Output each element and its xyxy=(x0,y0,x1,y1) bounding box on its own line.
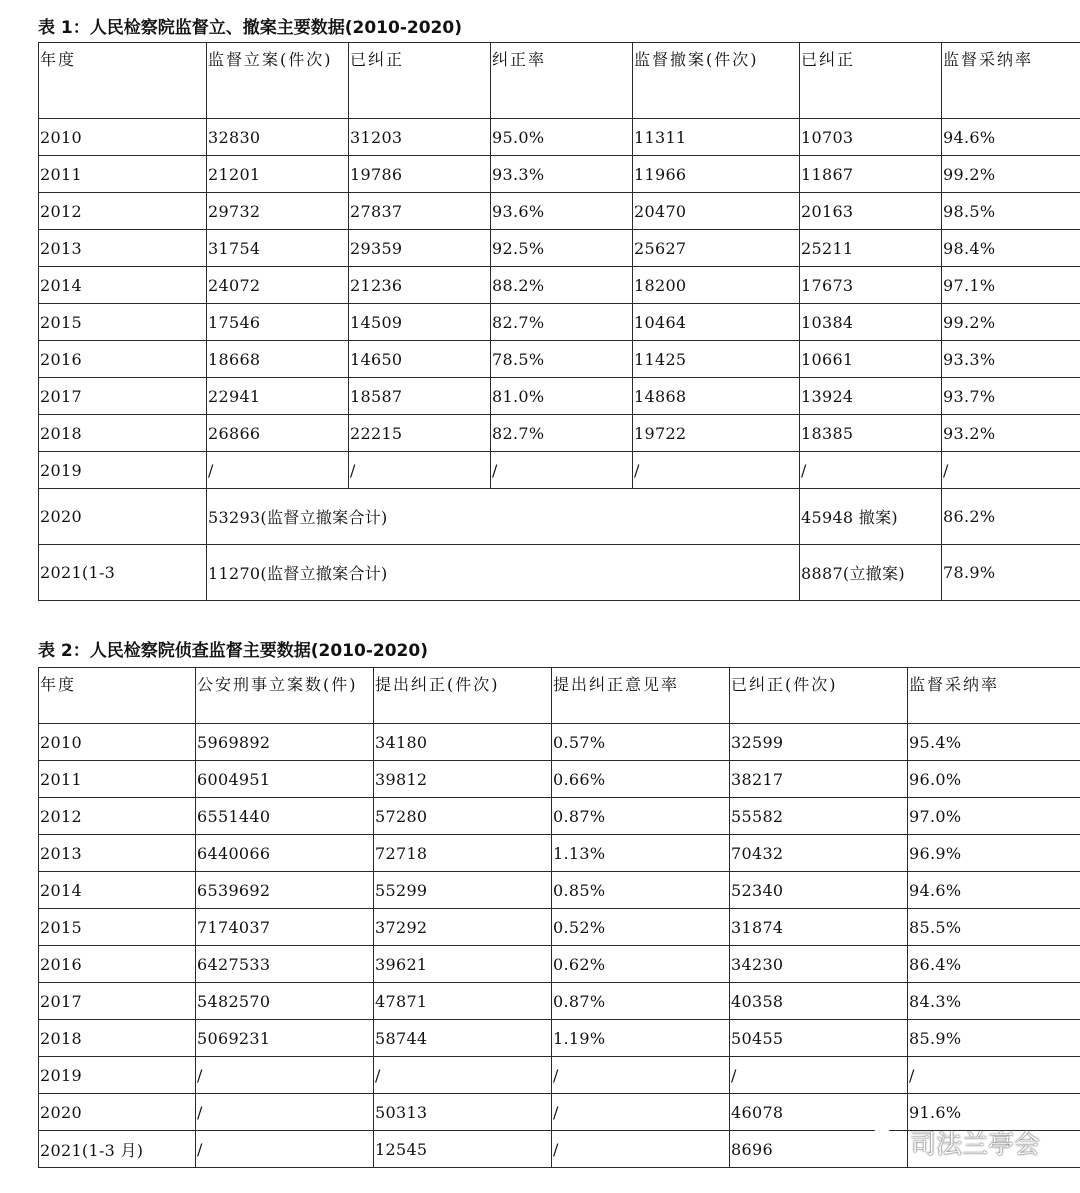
table1-header-cell: 监督撤案(件次) xyxy=(633,43,800,119)
table1-cell: 32830 xyxy=(207,119,349,156)
table1-cell: 29359 xyxy=(349,230,491,267)
table2-cell: 2010 xyxy=(39,724,196,761)
table1-cell: 21236 xyxy=(349,267,491,304)
table1-cell: 98.5% xyxy=(942,193,1080,230)
table2-row xyxy=(39,983,1080,1020)
table2-cell: 34180 xyxy=(374,724,552,761)
table2-row xyxy=(39,909,1080,946)
table1-cell: 2018 xyxy=(39,415,207,452)
table2-cell: 70432 xyxy=(730,835,908,872)
table1-cell: 29732 xyxy=(207,193,349,230)
table2-cell: 32599 xyxy=(730,724,908,761)
table2-cell: 34230 xyxy=(730,946,908,983)
table2-cell: 37292 xyxy=(374,909,552,946)
table1-cell: 2010 xyxy=(39,119,207,156)
table1-cell: 26866 xyxy=(207,415,349,452)
table1-cell: 11311 xyxy=(633,119,800,156)
table2-row xyxy=(39,872,1080,909)
table2-cell: 85.5% xyxy=(908,909,1080,946)
table1-cell: 21201 xyxy=(207,156,349,193)
table2-header-cell: 提出纠正(件次) xyxy=(374,668,552,724)
table1-cell: 27837 xyxy=(349,193,491,230)
table1-cell: 2012 xyxy=(39,193,207,230)
table1-cell: 2020 xyxy=(39,489,207,545)
table1-row xyxy=(39,119,1080,156)
table1-row xyxy=(39,341,1080,378)
table1-cell: 78.9% xyxy=(942,545,1080,601)
table2-cell: 2011 xyxy=(39,761,196,798)
table1-header-row xyxy=(39,43,1080,119)
table1-cell: 94.6% xyxy=(942,119,1080,156)
table1-cell: 11966 xyxy=(633,156,800,193)
table2-cell: 55299 xyxy=(374,872,552,909)
table2-cell: 12545 xyxy=(374,1131,552,1168)
table2-cell: 2020 xyxy=(39,1094,196,1131)
table1-header-cell: 监督立案(件次) xyxy=(207,43,349,119)
table2-header-cell: 公安刑事立案数(件) xyxy=(196,668,374,724)
table2-cell: 55582 xyxy=(730,798,908,835)
table1-row xyxy=(39,378,1080,415)
table1-cell: 45948 撤案) xyxy=(800,489,942,545)
table2-cell: 46078 xyxy=(730,1094,908,1131)
table2-cell: 2018 xyxy=(39,1020,196,1057)
table2-cell: 84.3% xyxy=(908,983,1080,1020)
table1-cell: 2015 xyxy=(39,304,207,341)
table1-cell: 11425 xyxy=(633,341,800,378)
table1-cell: / xyxy=(491,452,633,489)
table1-cell: / xyxy=(349,452,491,489)
table2-cell: 2014 xyxy=(39,872,196,909)
table1-row xyxy=(39,193,1080,230)
table1-cell: 10703 xyxy=(800,119,942,156)
table1-row-merged xyxy=(39,489,1080,545)
table2-row xyxy=(39,798,1080,835)
table1-cell: 93.6% xyxy=(491,193,633,230)
table1-cell: 93.2% xyxy=(942,415,1080,452)
table2-cell: / xyxy=(196,1057,374,1094)
table2-cell: 40358 xyxy=(730,983,908,1020)
table2-cell: 50455 xyxy=(730,1020,908,1057)
table1-cell: 92.5% xyxy=(491,230,633,267)
table1-header-cell: 年度 xyxy=(39,43,207,119)
table1-cell: / xyxy=(207,452,349,489)
table1-cell: 99.2% xyxy=(942,304,1080,341)
table1-cell: 82.7% xyxy=(491,415,633,452)
table2-cell: 96.0% xyxy=(908,761,1080,798)
table1-cell: 10661 xyxy=(800,341,942,378)
table1-cell: 17546 xyxy=(207,304,349,341)
table2-row xyxy=(39,1057,1080,1094)
table1-cell: 8887(立撤案) xyxy=(800,545,942,601)
table1-header-cell: 已纠正 xyxy=(800,43,942,119)
table2-header-cell: 提出纠正意见率 xyxy=(552,668,730,724)
table2-cell: 95.4% xyxy=(908,724,1080,761)
table1-cell: 24072 xyxy=(207,267,349,304)
table2-cell: 57280 xyxy=(374,798,552,835)
table2-cell: 0.87% xyxy=(552,983,730,1020)
table2-cell: 0.66% xyxy=(552,761,730,798)
table2-cell: 6551440 xyxy=(196,798,374,835)
table2-cell: 7174037 xyxy=(196,909,374,946)
table2-cell: 2019 xyxy=(39,1057,196,1094)
table1-cell: 78.5% xyxy=(491,341,633,378)
table1-cell: 93.3% xyxy=(491,156,633,193)
table2-cell: / xyxy=(552,1131,730,1168)
watermark xyxy=(868,1124,1040,1161)
table2-row xyxy=(39,946,1080,983)
table1-row-merged xyxy=(39,545,1080,601)
table1-row xyxy=(39,304,1080,341)
table2-cell: 2013 xyxy=(39,835,196,872)
table1-cell: 99.2% xyxy=(942,156,1080,193)
table1-row xyxy=(39,230,1080,267)
table2-cell: 0.85% xyxy=(552,872,730,909)
table2-cell: / xyxy=(196,1131,374,1168)
table2-cell: / xyxy=(552,1094,730,1131)
table1-header-cell: 已纠正 xyxy=(349,43,491,119)
table1-cell: 93.3% xyxy=(942,341,1080,378)
table2-header-cell: 年度 xyxy=(39,668,196,724)
table2-cell: 2015 xyxy=(39,909,196,946)
table2-cell: 72718 xyxy=(374,835,552,872)
table2-header-cell: 已纠正(件次) xyxy=(730,668,908,724)
table2-cell: 2012 xyxy=(39,798,196,835)
table2-cell: 85.9% xyxy=(908,1020,1080,1057)
table2-row xyxy=(39,1020,1080,1057)
table1-cell: 2011 xyxy=(39,156,207,193)
table1-caption: 表 1：人民检察院监督立、撤案主要数据(2010-2020) xyxy=(38,18,462,38)
table2-cell: 5969892 xyxy=(196,724,374,761)
table1-cell: 31754 xyxy=(207,230,349,267)
table2-header-row xyxy=(39,668,1080,724)
table1-cell-merged: 53293(监督立撤案合计) xyxy=(207,489,800,545)
table1-cell: 11867 xyxy=(800,156,942,193)
table2-cell: 6539692 xyxy=(196,872,374,909)
table1-cell: / xyxy=(633,452,800,489)
table2-caption: 表 2：人民检察院侦查监督主要数据(2010-2020) xyxy=(38,641,428,661)
table1-cell: 25211 xyxy=(800,230,942,267)
table2-cell: 86.4% xyxy=(908,946,1080,983)
table1-cell: 18587 xyxy=(349,378,491,415)
table2-cell: 52340 xyxy=(730,872,908,909)
table1-cell: 25627 xyxy=(633,230,800,267)
table2-cell: 1.19% xyxy=(552,1020,730,1057)
table1-cell: 14868 xyxy=(633,378,800,415)
table2-cell: 39812 xyxy=(374,761,552,798)
table2-cell: / xyxy=(196,1094,374,1131)
table2-cell: 0.62% xyxy=(552,946,730,983)
table2-cell: 50313 xyxy=(374,1094,552,1131)
table2-cell: / xyxy=(730,1057,908,1094)
table2 xyxy=(38,667,1080,1168)
table2-cell: 91.6% xyxy=(908,1094,1080,1131)
table1-cell-merged: 11270(监督立撤案合计) xyxy=(207,545,800,601)
table1-cell: 88.2% xyxy=(491,267,633,304)
table2-cell: 0.57% xyxy=(552,724,730,761)
table2-cell: 0.87% xyxy=(552,798,730,835)
table1-cell: 18200 xyxy=(633,267,800,304)
table2-cell: 2021(1-3 月) xyxy=(39,1131,196,1168)
table1-cell: 97.1% xyxy=(942,267,1080,304)
table1-cell: 20470 xyxy=(633,193,800,230)
table2-cell: 6440066 xyxy=(196,835,374,872)
table1-cell: 98.4% xyxy=(942,230,1080,267)
table1-cell: 22215 xyxy=(349,415,491,452)
table2-cell: 94.6% xyxy=(908,872,1080,909)
table1-cell: / xyxy=(800,452,942,489)
table1-cell: 10384 xyxy=(800,304,942,341)
table1-row xyxy=(39,452,1080,489)
table2-cell: / xyxy=(374,1057,552,1094)
table2-cell: 38217 xyxy=(730,761,908,798)
table2-cell: 39621 xyxy=(374,946,552,983)
table2-cell: 6004951 xyxy=(196,761,374,798)
table2-cell: 8696 xyxy=(730,1131,908,1168)
table2-cell: 1.13% xyxy=(552,835,730,872)
table1-cell: 22941 xyxy=(207,378,349,415)
table2-cell: 58744 xyxy=(374,1020,552,1057)
table1-cell: 18668 xyxy=(207,341,349,378)
table2-row xyxy=(39,761,1080,798)
table1-cell: 82.7% xyxy=(491,304,633,341)
table1 xyxy=(38,42,1080,601)
table1-cell: 31203 xyxy=(349,119,491,156)
table2-row xyxy=(39,835,1080,872)
table1-cell: 13924 xyxy=(800,378,942,415)
table1-cell: 17673 xyxy=(800,267,942,304)
table2-cell: / xyxy=(908,1057,1080,1094)
table1-cell: 81.0% xyxy=(491,378,633,415)
table1-cell: 86.2% xyxy=(942,489,1080,545)
table1-cell: 14650 xyxy=(349,341,491,378)
table1-cell: 14509 xyxy=(349,304,491,341)
table2-cell: 5069231 xyxy=(196,1020,374,1057)
table2-cell: / xyxy=(552,1057,730,1094)
wechat-icon xyxy=(868,1128,904,1158)
table1-header-cell: 监督采纳率 xyxy=(942,43,1080,119)
table1-cell: 95.0% xyxy=(491,119,633,156)
table1-cell: 18385 xyxy=(800,415,942,452)
table1-row xyxy=(39,415,1080,452)
table1-row xyxy=(39,156,1080,193)
table2-row xyxy=(39,724,1080,761)
table2-cell: 2017 xyxy=(39,983,196,1020)
table1-cell: 93.7% xyxy=(942,378,1080,415)
table2-cell: 6427533 xyxy=(196,946,374,983)
table2-cell: 47871 xyxy=(374,983,552,1020)
table1-cell: 19722 xyxy=(633,415,800,452)
table2-cell: 0.52% xyxy=(552,909,730,946)
table1-cell: 2017 xyxy=(39,378,207,415)
table1-cell: 19786 xyxy=(349,156,491,193)
table2-cell: 97.0% xyxy=(908,798,1080,835)
watermark-text: 司法兰亭会 xyxy=(910,1130,1041,1160)
table1-cell: 2021(1-3 xyxy=(39,545,207,601)
table2-cell: 96.9% xyxy=(908,835,1080,872)
table1-cell: 20163 xyxy=(800,193,942,230)
table2-cell: 31874 xyxy=(730,909,908,946)
table1-cell: 2019 xyxy=(39,452,207,489)
table1-cell: 2013 xyxy=(39,230,207,267)
table1-cell: 10464 xyxy=(633,304,800,341)
table1-header-cell: 纠正率 xyxy=(491,43,633,119)
table1-row xyxy=(39,267,1080,304)
table2-cell: 2016 xyxy=(39,946,196,983)
table2-cell: 5482570 xyxy=(196,983,374,1020)
table1-cell: / xyxy=(942,452,1080,489)
table1-cell: 2014 xyxy=(39,267,207,304)
table2-header-cell: 监督采纳率 xyxy=(908,668,1080,724)
table1-cell: 2016 xyxy=(39,341,207,378)
